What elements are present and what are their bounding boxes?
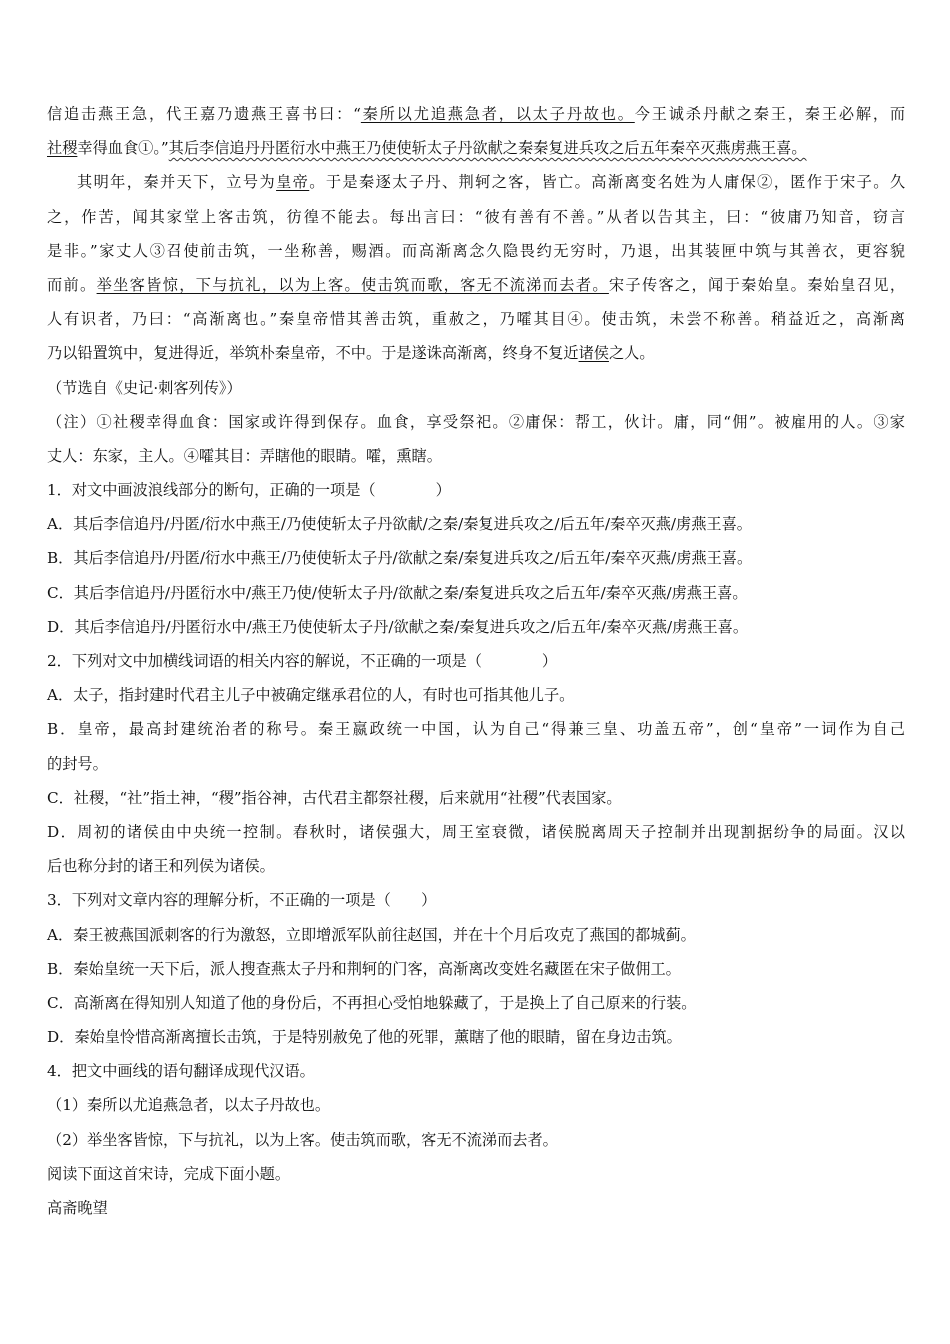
document-page [47, 97, 905, 1225]
wavy-underlined-sentence: 其后李信追丹丹匿衍水中燕王乃使使斩太子丹欲献之秦秦复进兵攻之后五年秦卒灭燕虏燕王喜。 [168, 139, 807, 158]
passage-text: 信追击燕王急，代王嘉乃遗燕王喜书曰：“ [47, 105, 361, 123]
question-4-sentence-1: （1）秦所以尤追燕急者，以太子丹故也。 [47, 1096, 331, 1115]
question-2-option-d-cont: 后也称分封的诸王和列侯为诸侯。 [47, 857, 275, 876]
passage-line [47, 97, 905, 131]
underlined-word-sheji: 社稷 [47, 139, 78, 158]
underlined-word-zhuhou: 诸侯 [578, 344, 609, 363]
question-3-option-b: B．秦始皇统一天下后，派人搜查燕太子丹和荆轲的门客，高渐离改变姓名藏匿在宋子做佣工。 [47, 959, 681, 978]
notes-line: （注）①社稷幸得血食：国家或许得到保存。血食，享受祭祀。②庸保：帮工，伙计。庸，同“佣”。被雇用的人。③家 [47, 412, 905, 431]
underlined-sentence-1: 秦所以尤追燕急者，以太子丹故也。 [360, 105, 635, 123]
passage-line [47, 268, 905, 302]
question-3-option-a: A．秦王被燕国派刺客的行为激怒，立即增派军队前往赵国，并在十个月后攻克了燕国的都城蓟。 [47, 925, 696, 944]
passage-text: 而前。 [47, 275, 97, 294]
question-1-option-a: A．其后李信追丹/丹匿/衍水中燕王/乃使使斩太子丹欲献/之秦/秦复进兵攻之/后五年/秦卒灭燕/虏燕王喜。 [47, 515, 752, 534]
underlined-word-huangdi: 皇帝 [276, 173, 310, 192]
question-2-option-d: D．周初的诸侯由中央统一控制。春秋时，诸侯强大，周王室衰微，诸侯脱离周天子控制并出现割据纷争的局面。汉以 [47, 822, 905, 841]
question-2-stem: 2．下列对文中加横线词语的相关内容的解说，不正确的一项是（ ） [47, 652, 558, 670]
question-2-option-b-cont: 的封号。 [47, 754, 108, 773]
passage-line: 是非。”家丈人③召使前击筑，一坐称善，赐酒。而高渐离念久隐畏约无穷时，乃退，出其装匣中筑与其善衣，更容貌 [47, 241, 905, 260]
question-3-option-c: C．高渐离在得知别人知道了他的身份后，不再担心受怕地躲藏了，于是换上了自己原来的行装。 [47, 993, 697, 1012]
underlined-sentence-2: 举坐客皆惊，下与抗礼，以为上客。使击筑而歌，客无不流涕而去者。 [96, 275, 609, 294]
passage-line: 人有识者，乃曰：“高渐离也。”秦皇帝惜其善击筑，重赦之，乃嚯其目④。使击筑，未尝不称善。稍益近之，高渐离 [47, 310, 905, 329]
question-1-stem: 1．对文中画波浪线部分的断句，正确的一项是（ ） [47, 481, 451, 500]
passage-line: 之，作苦，闻其家堂上客击筑，彷徨不能去。每出言曰：“彼有善有不善。”从者以告其主，曰：“彼庸乃知音，窃言 [47, 207, 905, 226]
question-1-option-c: C．其后李信追丹/丹匿衍水中/燕王乃使/使斩太子丹/欲献之秦/秦复进兵攻之后五年/秦卒灭燕/虏燕王喜。 [47, 583, 748, 602]
question-1-option-b: B．其后李信追丹/丹匿/衍水中燕王/乃使使斩太子丹/欲献之秦/秦复进兵攻之/后五年/秦卒灭燕/虏燕王喜。 [47, 549, 753, 568]
passage-line [47, 336, 905, 370]
passage-text: 乃以铅置筑中，复进得近，举筑朴秦皇帝，不中。于是遂诛高渐离，终身不复近 [47, 344, 579, 363]
passage-text: 。于是秦逐太子丹、荆轲之客，皆亡。高渐离变名姓为人庸保②，匿作于宋子。久 [309, 173, 905, 192]
passage-text: 之人。 [608, 344, 655, 363]
passage-text: 今王诚杀丹献之秦王，秦王必解，而 [634, 105, 905, 123]
question-2-option-b: B．皇帝，最高封建统治者的称号。秦王嬴政统一中国，认为自己“得兼三皇、功盖五帝”，创“皇帝”一词作为自己 [47, 720, 905, 739]
source-citation: （节选自《史记·刺客列传》） [47, 378, 242, 397]
passage-text: 幸得血食①。” [77, 139, 169, 158]
passage-line [47, 165, 905, 199]
passage-text: 宋子传客之，闻于秦始皇。秦始皇召见， [608, 275, 905, 294]
question-3-option-d: D．秦始皇怜惜高渐离擅长击筑，于是特别赦免了他的死罪，薰瞎了他的眼睛，留在身边击筑。 [47, 1028, 682, 1047]
question-4-sentence-2: （2）举坐客皆惊，下与抗礼，以为上客。使击筑而歌，客无不流涕而去者。 [47, 1130, 558, 1149]
passage-text: 其明年，秦并天下，立号为 [77, 173, 277, 192]
poem-intro: 阅读下面这首宋诗，完成下面小题。 [47, 1164, 290, 1183]
question-4-stem: 4．把文中画线的语句翻译成现代汉语。 [47, 1062, 315, 1081]
poem-title: 高斋晚望 [47, 1199, 108, 1217]
notes-line: 丈人：东家，主人。④嚯其目：弄瞎他的眼睛。嚯，熏瞎。 [47, 446, 442, 465]
question-1-option-d: D．其后李信追丹/丹匿衍水中/燕王乃使使斩太子丹/欲献之秦/秦复进兵攻之/后五年/秦卒灭燕/虏燕王喜。 [47, 617, 749, 636]
question-2-option-a: A．太子，指封建时代君主儿子中被确定继承君位的人，有时也可指其他儿子。 [47, 686, 575, 705]
passage-line [47, 131, 905, 165]
question-3-stem: 3．下列对文章内容的理解分析，不正确的一项是（ ） [47, 891, 437, 910]
question-2-option-c: C．社稷，“社”指土神，“稷”指谷神，古代君主都祭社稷，后来就用“社稷”代表国家。 [47, 788, 622, 807]
